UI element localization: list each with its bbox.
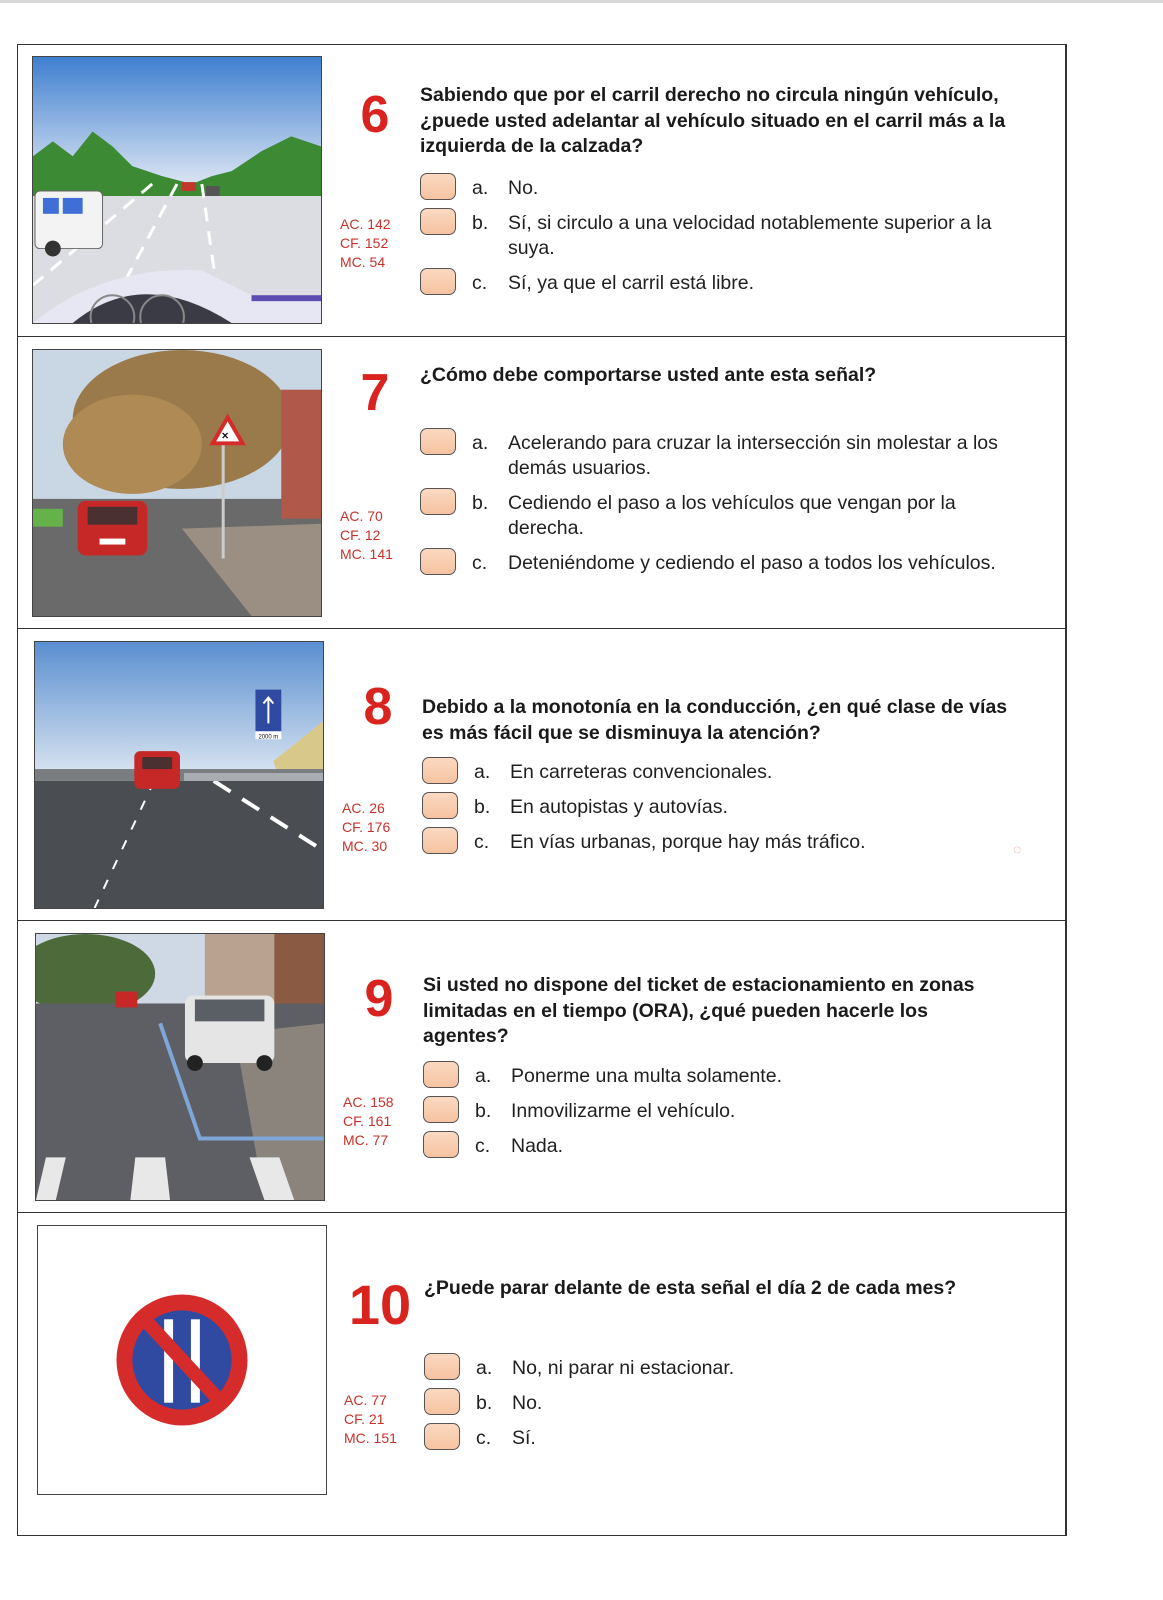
answer-letter: c. (472, 272, 488, 294)
sign-distance-label: 2000 m (258, 734, 279, 741)
answer-letter: b. (475, 1100, 492, 1122)
intersection-illustration (33, 350, 321, 616)
answer-checkbox[interactable] (422, 757, 458, 784)
answer-letter: a. (476, 1357, 493, 1379)
reference-ac: AC. 26 (342, 800, 385, 816)
answer-option-b[interactable] (420, 491, 1020, 551)
answer-text: No. (512, 1392, 543, 1414)
reference-cf: CF. 152 (340, 235, 389, 251)
answer-option-c[interactable] (424, 1426, 1024, 1461)
reference-cf: CF. 12 (340, 527, 381, 543)
manual-references (343, 1093, 394, 1150)
answer-option-a[interactable] (420, 431, 1020, 491)
motorway-photo (34, 641, 324, 909)
answer-option-b[interactable] (422, 795, 1022, 830)
answer-text: Sí, si circulo a una velocidad notablemente superior a la suya. (508, 212, 992, 259)
answer-option-b[interactable] (424, 1391, 1024, 1426)
reference-ac: AC. 158 (343, 1094, 394, 1110)
manual-references (344, 1391, 397, 1448)
reference-mc: MC. 54 (340, 254, 386, 270)
reference-cf: CF. 161 (343, 1113, 392, 1129)
answer-text: En autopistas y autovías. (510, 796, 728, 818)
answer-text: Nada. (511, 1135, 564, 1157)
no-parking-even-days-sign (37, 1225, 327, 1495)
answer-text: Cediendo el paso a los vehículos que vengan por la derecha. (508, 492, 956, 539)
answer-checkbox[interactable] (420, 488, 456, 515)
answer-checkbox[interactable] (420, 268, 456, 295)
answer-text: Sí, ya que el carril está libre. (508, 272, 755, 294)
manual-references (342, 799, 390, 856)
answer-option-a[interactable] (423, 1064, 1023, 1099)
answer-checkbox[interactable] (420, 208, 456, 235)
answer-checkbox[interactable] (422, 792, 458, 819)
question-number: 6 (360, 86, 390, 144)
scan-mark: ◌ (1013, 841, 1022, 857)
question-6 (18, 45, 1065, 337)
answer-text: No, ni parar ni estacionar. (512, 1357, 735, 1379)
highway-illustration (33, 57, 321, 323)
answer-list (420, 176, 1020, 301)
question-text: ¿Puede parar delante de esta señal el día 2 de cada mes? (424, 1277, 957, 1299)
scan-top-edge (0, 0, 1163, 3)
answer-checkbox[interactable] (423, 1131, 459, 1158)
answer-letter: c. (474, 831, 490, 853)
reference-ac: AC. 142 (340, 216, 391, 232)
question-text: Debido a la monotonía en la conducción, ¿en qué clase de vías es más fácil que se disminuya la atención? (422, 696, 1008, 744)
answer-letter: a. (472, 432, 489, 454)
urban-street-illustration (36, 934, 324, 1200)
motorway-illustration (35, 642, 323, 908)
answer-checkbox[interactable] (424, 1353, 460, 1380)
reference-ac: AC. 77 (344, 1392, 387, 1408)
urban-parking-photo (35, 933, 325, 1201)
answer-checkbox[interactable] (420, 428, 456, 455)
reference-mc: MC. 30 (342, 838, 388, 854)
question-8 (18, 629, 1065, 921)
highway-overtaking-photo (32, 56, 322, 324)
answer-checkbox[interactable] (424, 1423, 460, 1450)
question-9 (18, 921, 1065, 1213)
answer-checkbox[interactable] (424, 1388, 460, 1415)
answer-text: En vías urbanas, porque hay más tráfico. (510, 831, 866, 853)
answer-option-c[interactable] (420, 271, 1020, 301)
answer-letter: a. (472, 177, 489, 199)
answer-text: Deteniéndome y cediendo el paso a todos los vehículos. (508, 552, 996, 574)
answer-text: En carreteras convencionales. (510, 761, 773, 783)
reference-mc: MC. 141 (340, 546, 393, 562)
reference-cf: CF. 176 (342, 819, 391, 835)
question-number: 10 (348, 1273, 412, 1336)
answer-checkbox[interactable] (423, 1096, 459, 1123)
question-sheet (17, 44, 1067, 1536)
answer-text: Ponerme una multa solamente. (511, 1065, 782, 1087)
answer-letter: b. (474, 796, 491, 818)
intersection-sign-photo (32, 349, 322, 617)
manual-references (340, 507, 393, 564)
answer-text: Inmovilizarme el vehículo. (511, 1100, 736, 1122)
answer-letter: b. (476, 1392, 493, 1414)
answer-text: No. (508, 177, 539, 199)
question-7 (18, 337, 1065, 629)
reference-ac: AC. 70 (340, 508, 383, 524)
answer-list (422, 760, 1022, 865)
answer-checkbox[interactable] (422, 827, 458, 854)
question-text: Si usted no dispone del ticket de estacionamiento en zonas limitadas en el tiempo (ORA), ¿qué pueden hacerle los agentes? (423, 974, 975, 1047)
manual-references (340, 215, 391, 272)
question-number: 7 (360, 364, 390, 422)
svg-text:×: × (221, 428, 229, 443)
answer-letter: c. (475, 1135, 491, 1157)
question-number: 9 (364, 970, 394, 1028)
answer-list (424, 1356, 1024, 1461)
answer-letter: c. (472, 552, 488, 574)
reference-mc: MC. 151 (344, 1430, 397, 1446)
answer-option-b[interactable] (420, 211, 1020, 271)
answer-checkbox[interactable] (423, 1061, 459, 1088)
answer-letter: b. (472, 212, 489, 234)
answer-option-a[interactable] (420, 176, 1020, 211)
question-10 (18, 1213, 1065, 1535)
question-text: Sabiendo que por el carril derecho no circula ningún vehículo, ¿puede usted adelantar al vehículo situado en el carril más a la izquierda de la calzada? (420, 84, 1006, 157)
reference-mc: MC. 77 (343, 1132, 389, 1148)
answer-letter: a. (475, 1065, 492, 1087)
answer-letter: b. (472, 492, 489, 514)
answer-option-a[interactable] (422, 760, 1022, 795)
answer-list (423, 1064, 1023, 1169)
no-parking-sign-illustration (38, 1226, 326, 1494)
answer-checkbox[interactable] (420, 548, 456, 575)
answer-option-c[interactable] (420, 551, 1020, 611)
answer-letter: a. (474, 761, 491, 783)
answer-option-c[interactable] (422, 830, 1022, 865)
question-text: ¿Cómo debe comportarse usted ante esta señal? (420, 364, 877, 386)
answer-text: Acelerando para cruzar la intersección sin molestar a los demás usuarios. (508, 432, 998, 479)
answer-text: Sí. (512, 1427, 536, 1449)
answer-letter: c. (476, 1427, 492, 1449)
answer-option-a[interactable] (424, 1356, 1024, 1391)
answer-option-b[interactable] (423, 1099, 1023, 1134)
answer-checkbox[interactable] (420, 173, 456, 200)
reference-cf: CF. 21 (344, 1411, 385, 1427)
answer-list (420, 431, 1020, 611)
answer-option-c[interactable] (423, 1134, 1023, 1169)
question-number: 8 (363, 678, 393, 736)
